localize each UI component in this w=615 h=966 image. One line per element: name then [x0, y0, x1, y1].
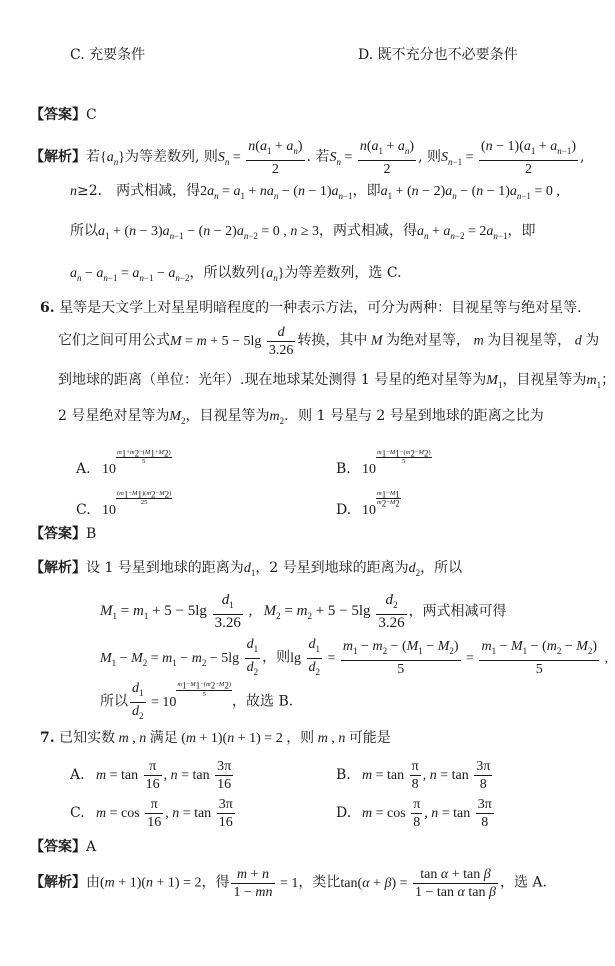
option-letter: D. [336, 502, 352, 519]
text: . 若 [306, 149, 330, 166]
text: 所以 [100, 693, 128, 710]
text: ，即 [507, 223, 536, 239]
q7-stem [40, 727, 391, 747]
formula: $S_{n-1}$ = $\frac{(n - 1)(a_1 + a_{n-1})}{2}$ [441, 139, 577, 177]
q6-answer [30, 523, 96, 543]
text: 为等差数列, 则 [124, 149, 218, 166]
q6-option-a [76, 449, 172, 478]
q6-analysis-line-4 [100, 680, 293, 725]
text: ．则 1 号星与 2 号星到地球的距离之比为 [284, 408, 544, 424]
q6-stem-line-2 [58, 324, 599, 359]
formula: $\frac{m + n}{1 - mn}$ = 1 [233, 867, 299, 900]
formula: m , n [118, 731, 147, 746]
formula: m = cos $\frac{\pi}{16}$ , n = tan $\frac{3\pi}{16}$ [96, 797, 233, 830]
q5-analysis-line-3 [70, 220, 535, 241]
formula: $d_1$ [243, 561, 256, 578]
text: ≥2． 两式相减，得 [77, 183, 201, 199]
text: ，则 [286, 730, 315, 746]
formula: 10 $\frac{(m_1-M_1)(m_2-M_2)}{25}$ [102, 489, 172, 519]
text: ； [601, 372, 615, 388]
formula: 10 $\frac{m_1+m_2-(M_1+M_2)}{5}$ [102, 448, 171, 478]
option-letter: C. [70, 804, 85, 821]
option-letter: B. [336, 461, 351, 478]
formula: m = tan $\frac{\pi}{16}$ , n = tan $\frac{3\pi}{16}$ [96, 759, 232, 792]
formula: $2a_n = a_1 + na_n - (n - 1)a_{n-1}$ [200, 184, 353, 201]
q5-option-d: D. 既不充分也不必要条件 [358, 47, 518, 63]
text: ，目视星等为 [185, 408, 270, 424]
text: 设 1 号星到地球的距离为 [86, 560, 244, 576]
q6-option-d [336, 490, 401, 519]
q5-analysis-line-2 [70, 180, 560, 201]
formula: $d_2$ [408, 561, 421, 578]
formula: m [473, 333, 484, 349]
answer-value: A [86, 839, 97, 855]
formula: m = tan $\frac{\pi}{8}$ , n = tan $\frac{3\pi}{8}$ [362, 759, 491, 792]
formula: 10 $\frac{m_1-M_1}{m_2-M_2}$ [362, 489, 400, 519]
q7-option-c [70, 796, 237, 831]
formula: m = cos $\frac{\pi}{8}$ , n = tan $\frac{3\pi}{8}$ [362, 797, 492, 830]
text: 它们之间可用公式 [58, 332, 170, 349]
q5-analysis-line-1 [30, 138, 585, 178]
text: 到地球的距离（单位：光年）.现在地球某处测得 1 号星的绝对星等为 [58, 372, 487, 388]
q6-stem-line-3 [58, 369, 615, 390]
formula: (m + 1)(n + 1) = 2 [177, 731, 287, 746]
text: 为绝对星等， [386, 332, 471, 349]
formula: d [574, 333, 582, 349]
text: ，则 [262, 649, 291, 666]
text: 所以 [70, 223, 98, 239]
text: 为目视星等， [487, 332, 572, 349]
question-number: 6. [40, 300, 55, 316]
text: ，所以数列 [189, 265, 260, 281]
q5-analysis-line-4 [70, 262, 402, 283]
option-letter: B. [336, 766, 351, 783]
q7-option-a [70, 758, 235, 793]
formula: tan(α + β) = $\frac{\text{tan α + tan β}}{\text{1 − tan α tan β}}$ [340, 867, 496, 900]
text: 为 [585, 332, 600, 349]
q6-option-c [76, 490, 172, 519]
text: 转换，其中 [297, 332, 368, 349]
text: ，类比 [298, 874, 341, 891]
formula: 10 $\frac{m_1-M_1-(m_2-M_2)}{5}$ [362, 448, 431, 478]
text: ，2 号星到地球的距离为 [255, 560, 409, 576]
formula: $m_2$ [269, 409, 285, 426]
q7-answer [30, 836, 96, 856]
formula: $M_1 - M_2 = m_1 - m_2 - 5\lg$ $\frac{d_1}{d_2}$ [100, 637, 259, 677]
formula: lg $\frac{d_1}{d_2}$ = $\frac{m_1 - m_2 - (M_1 - M_2)}{5}$ = $\frac{m_1 - M_1 - (m_2 - M_2)}{5}$ , [290, 637, 609, 678]
answer-value: C [86, 107, 97, 123]
q7-option-b [336, 758, 494, 793]
formula: $M_1$ [486, 373, 503, 390]
formula: M [370, 333, 383, 349]
formula: $M_1 = m_1 + 5 - 5\lg$ $\frac{d_1}{3.26}$ , $M_2 = m_2 + 5 - 5\lg$ $\frac{d_2}{3.26}$ [100, 592, 405, 631]
text: ，选 A. [499, 874, 547, 891]
option-letter: D. [336, 804, 352, 821]
option-letter: A. [76, 461, 91, 478]
q6-analysis-line-2 [100, 592, 507, 632]
text: ，两式相减可得 [408, 603, 507, 620]
text: ，目视星等为 [502, 372, 587, 388]
formula: n [70, 184, 77, 199]
text: 满足 [149, 730, 178, 746]
q6-option-b [336, 449, 432, 478]
text: , 则 [418, 149, 441, 166]
formula: $a_n - a_{n-1} = a_{n-1} - a_{n-2}$ [70, 266, 190, 283]
text: ，即 [352, 183, 381, 199]
text: 为等差数列，选 C. [284, 265, 402, 281]
q6-stem-line-4 [58, 405, 544, 426]
analysis-label: 【解析】 [30, 560, 86, 576]
formula: m , n [317, 731, 346, 746]
q7-option-d [336, 796, 496, 831]
option-letter: C. [76, 502, 91, 519]
analysis-label: 【解析】 [30, 874, 86, 891]
formula: $m_1$ [586, 373, 602, 390]
q7-analysis [30, 866, 547, 901]
formula: (m + 1)(n + 1) = 2 [100, 875, 202, 891]
q6-analysis-line-1 [30, 557, 462, 578]
text: 可能是 [348, 730, 391, 746]
answer-label: 【答案】 [30, 839, 86, 855]
text: ，所以 [420, 560, 463, 576]
formula: $S_n$ = $\frac{n(a_1 + a_n)}{2}$ [329, 139, 415, 177]
text: 星等是天文学上对星星明暗程度的一种表示方法，可分为两种：目视星等与绝对星等. [59, 300, 582, 316]
formula: $\{a_n\}$ [100, 150, 125, 167]
text: ，故选 B. [232, 693, 294, 710]
q6-analysis-line-3 [100, 636, 608, 681]
formula: $a_1 + (n - 2)a_n - (n - 1)a_{n-1} = 0$ , [380, 184, 560, 201]
option-letter: A. [70, 766, 85, 783]
answer-label: 【答案】 [30, 107, 86, 123]
q6-stem-line-1 [40, 297, 582, 317]
formula: $M_2$ [169, 409, 186, 426]
text: 2 号星绝对星等为 [58, 408, 170, 424]
formula: $a_1 + (n - 3)a_{n-1} - (n - 2)a_{n-2} = 0$ , n ≥ 3 [98, 224, 319, 241]
text: , [580, 149, 585, 166]
formula: $\frac{d_1}{d_2}$ = 10 $\frac{m_1-M_1-(m_2-M_2)}{5}$ [132, 680, 232, 721]
text: ，两式相减，得 [319, 223, 417, 239]
analysis-label: 【解析】 [30, 149, 86, 166]
text: ，得 [201, 874, 230, 891]
formula: M = m + 5 − 5lg $\frac{d}{3.26}$ [170, 325, 294, 358]
answer-label: 【答案】 [30, 526, 86, 542]
text: 已知实数 [59, 730, 116, 746]
text: 若 [86, 149, 100, 166]
formula: $S_n$ = $\frac{n(a_1 + a_n)}{2}$ [217, 139, 303, 177]
question-number: 7. [40, 730, 55, 746]
q5-answer [30, 104, 97, 124]
text: 由 [86, 874, 100, 891]
formula: $\{a_n\}$ [259, 266, 285, 283]
formula: $a_n + a_{n-2} = 2a_{n-1}$ [417, 224, 508, 241]
answer-value: B [86, 526, 97, 542]
q5-option-c: C. 充要条件 [70, 47, 146, 63]
